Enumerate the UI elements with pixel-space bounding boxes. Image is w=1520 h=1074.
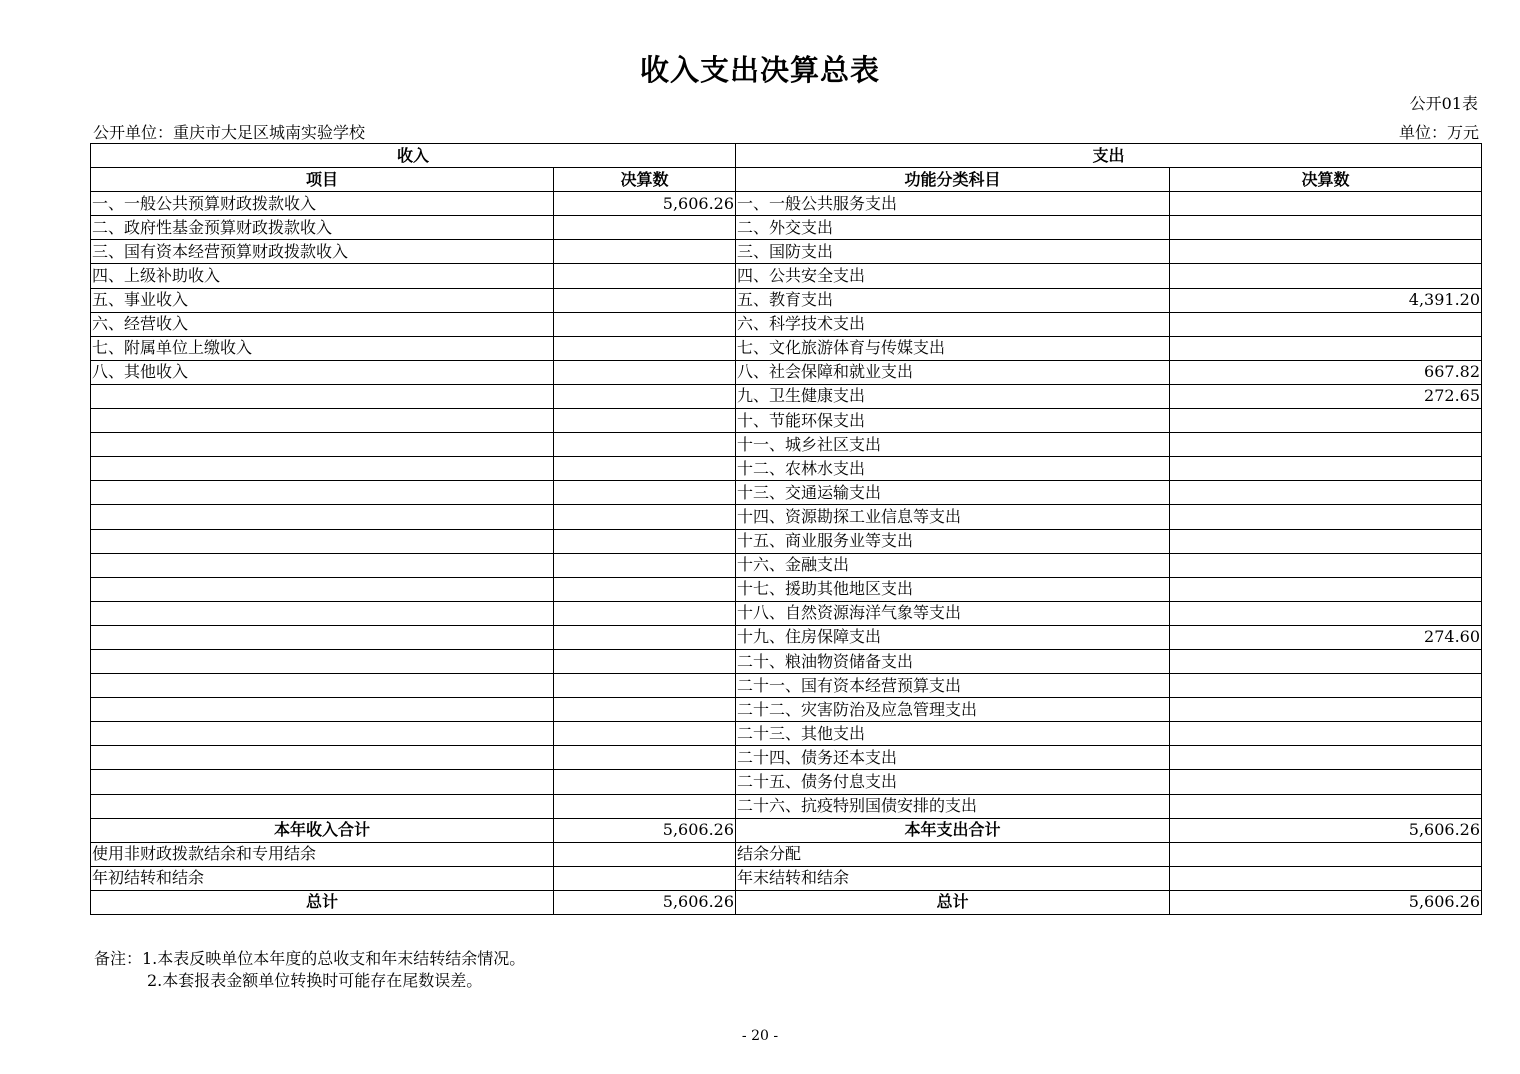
expense-amount-cell: 4,391.20 (1170, 288, 1482, 312)
expense-amount-cell (1170, 312, 1482, 336)
income-amount-cell (554, 722, 736, 746)
income-item-cell (91, 409, 554, 433)
expense-amount-cell (1170, 240, 1482, 264)
expense-category-header: 功能分类科目 (736, 168, 1170, 192)
table-row (91, 505, 1482, 529)
income-item-cell (91, 625, 554, 649)
income-amount-cell (554, 746, 736, 770)
surplus-distribution-amount (1170, 842, 1482, 866)
table-row (91, 481, 1482, 505)
income-item-cell (91, 649, 554, 673)
expense-item-cell: 二十五、债务付息支出 (736, 770, 1170, 794)
income-amount-cell: 5,606.26 (554, 192, 736, 216)
table-row (91, 216, 1482, 240)
income-amount-cell (554, 625, 736, 649)
income-item-cell (91, 553, 554, 577)
expense-item-cell: 五、教育支出 (736, 288, 1170, 312)
expense-amount-cell (1170, 505, 1482, 529)
table-row (91, 529, 1482, 553)
table-row (91, 240, 1482, 264)
expense-amount-cell (1170, 794, 1482, 818)
income-amount-cell (554, 553, 736, 577)
reporting-unit: 公开单位：重庆市大足区城南实验学校 (93, 123, 366, 142)
expense-item-cell: 二十六、抗疫特别国债安排的支出 (736, 794, 1170, 818)
expense-amount-cell: 274.60 (1170, 625, 1482, 649)
income-total-label: 本年收入合计 (91, 818, 554, 842)
expense-item-cell: 七、文化旅游体育与传媒支出 (736, 336, 1170, 360)
income-item-cell (91, 433, 554, 457)
expense-item-cell: 十一、城乡社区支出 (736, 433, 1170, 457)
form-number: 公开01表 (1409, 94, 1478, 113)
income-item-cell (91, 577, 554, 601)
income-amount-cell (554, 698, 736, 722)
table-row (91, 312, 1482, 336)
expense-amount-cell (1170, 216, 1482, 240)
expense-item-cell: 十、节能环保支出 (736, 409, 1170, 433)
income-item-cell (91, 674, 554, 698)
table-row (91, 264, 1482, 288)
table-row (91, 360, 1482, 384)
expense-amount-cell (1170, 601, 1482, 625)
expense-amount-cell (1170, 457, 1482, 481)
income-amount-cell (554, 577, 736, 601)
income-amount-cell (554, 409, 736, 433)
income-item-cell: 六、经营收入 (91, 312, 554, 336)
expense-amount-cell: 272.65 (1170, 384, 1482, 408)
table-row (91, 409, 1482, 433)
expense-item-cell: 十六、金融支出 (736, 553, 1170, 577)
income-item-cell: 二、政府性基金预算财政拨款收入 (91, 216, 554, 240)
end-carryover-amount (1170, 866, 1482, 890)
expense-item-cell: 三、国防支出 (736, 240, 1170, 264)
income-item-cell (91, 770, 554, 794)
grand-income-label: 总计 (91, 890, 554, 914)
expense-amount-cell (1170, 577, 1482, 601)
income-amount-cell (554, 457, 736, 481)
income-amount-cell (554, 481, 736, 505)
income-amount-cell (554, 336, 736, 360)
income-amount-cell (554, 216, 736, 240)
income-item-cell (91, 698, 554, 722)
expense-amount-cell (1170, 409, 1482, 433)
income-amount-cell (554, 649, 736, 673)
income-item-cell (91, 529, 554, 553)
table-row (91, 577, 1482, 601)
end-carryover-label: 年末结转和结余 (736, 866, 1170, 890)
income-item-header: 项目 (91, 168, 554, 192)
expense-amount-cell (1170, 192, 1482, 216)
expense-item-cell: 二十三、其他支出 (736, 722, 1170, 746)
table-row (91, 433, 1482, 457)
income-amount-cell (554, 384, 736, 408)
grand-total-row (91, 890, 1482, 914)
expense-item-cell: 十三、交通运输支出 (736, 481, 1170, 505)
income-amount-cell (554, 529, 736, 553)
nonfiscal-amount (554, 842, 736, 866)
table-row (91, 601, 1482, 625)
grand-income-amount: 5,606.26 (554, 890, 736, 914)
expense-amount-cell (1170, 722, 1482, 746)
income-amount-cell (554, 240, 736, 264)
grand-expense-label: 总计 (736, 890, 1170, 914)
expense-item-cell: 十二、农林水支出 (736, 457, 1170, 481)
expense-item-cell: 二十四、债务还本支出 (736, 746, 1170, 770)
table-row (91, 288, 1482, 312)
expense-item-cell: 二十、粮油物资储备支出 (736, 649, 1170, 673)
table-row (91, 674, 1482, 698)
income-item-cell: 五、事业收入 (91, 288, 554, 312)
header-row-columns (91, 168, 1482, 192)
page-title: 收入支出决算总表 (639, 53, 880, 87)
income-amount-cell (554, 360, 736, 384)
expense-item-cell: 十四、资源勘探工业信息等支出 (736, 505, 1170, 529)
income-item-cell (91, 746, 554, 770)
surplus-distribution-label: 结余分配 (736, 842, 1170, 866)
income-header: 收入 (91, 144, 736, 168)
expense-item-cell: 六、科学技术支出 (736, 312, 1170, 336)
income-amount-cell (554, 601, 736, 625)
income-amount-cell (554, 288, 736, 312)
expense-amount-cell: 667.82 (1170, 360, 1482, 384)
expense-item-cell: 十五、商业服务业等支出 (736, 529, 1170, 553)
income-item-cell: 四、上级补助收入 (91, 264, 554, 288)
nonfiscal-label: 使用非财政拨款结余和专用结余 (91, 842, 554, 866)
note-line-2: 2.本套报表金额单位转换时可能存在尾数误差。 (147, 971, 483, 990)
income-item-cell: 一、一般公共预算财政拨款收入 (91, 192, 554, 216)
income-amount-cell (554, 674, 736, 698)
expense-item-cell: 八、社会保障和就业支出 (736, 360, 1170, 384)
expense-amount-cell (1170, 770, 1482, 794)
grand-expense-amount: 5,606.26 (1170, 890, 1482, 914)
expense-item-cell: 九、卫生健康支出 (736, 384, 1170, 408)
expense-item-cell: 十八、自然资源海洋气象等支出 (736, 601, 1170, 625)
income-amount-cell (554, 770, 736, 794)
notes (94, 948, 525, 992)
income-item-cell (91, 794, 554, 818)
note-line-1: 备注：1.本表反映单位本年度的总收支和年末结转结余情况。 (94, 949, 526, 968)
expense-item-cell: 四、公共安全支出 (736, 264, 1170, 288)
page-number: - 20 - (741, 1028, 779, 1044)
expense-amount-cell (1170, 481, 1482, 505)
income-total-amount: 5,606.26 (554, 818, 736, 842)
table-row (91, 457, 1482, 481)
expense-amount-cell (1170, 698, 1482, 722)
income-item-cell (91, 601, 554, 625)
income-amount-cell (554, 794, 736, 818)
income-item-cell (91, 722, 554, 746)
expense-amount-cell (1170, 674, 1482, 698)
table-row (91, 625, 1482, 649)
expense-amount-cell (1170, 433, 1482, 457)
expense-total-label: 本年支出合计 (736, 818, 1170, 842)
table-row (91, 384, 1482, 408)
income-item-cell (91, 384, 554, 408)
expense-amount-cell (1170, 529, 1482, 553)
expense-header: 支出 (736, 144, 1482, 168)
income-item-cell (91, 457, 554, 481)
expense-amount-cell (1170, 336, 1482, 360)
table-row (91, 770, 1482, 794)
income-amount-cell (554, 312, 736, 336)
income-item-cell (91, 505, 554, 529)
table-row (91, 649, 1482, 673)
expense-amount-header: 决算数 (1170, 168, 1482, 192)
expense-item-cell: 十七、援助其他地区支出 (736, 577, 1170, 601)
expense-total-amount: 5,606.26 (1170, 818, 1482, 842)
expense-amount-cell (1170, 264, 1482, 288)
expense-item-cell: 二、外交支出 (736, 216, 1170, 240)
table-row (91, 746, 1482, 770)
income-amount-cell (554, 433, 736, 457)
expense-item-cell: 二十一、国有资本经营预算支出 (736, 674, 1170, 698)
expense-item-cell: 一、一般公共服务支出 (736, 192, 1170, 216)
begin-carryover-amount (554, 866, 736, 890)
header-row-group (91, 144, 1482, 168)
begin-carryover-label: 年初结转和结余 (91, 866, 554, 890)
table-row (91, 722, 1482, 746)
expense-item-cell: 二十二、灾害防治及应急管理支出 (736, 698, 1170, 722)
expense-amount-cell (1170, 746, 1482, 770)
income-item-cell: 三、国有资本经营预算财政拨款收入 (91, 240, 554, 264)
annual-total-row (91, 818, 1482, 842)
table-row (91, 192, 1482, 216)
budget-table (90, 143, 1482, 915)
carryover-row (91, 866, 1482, 890)
currency-unit: 单位：万元 (1398, 123, 1479, 142)
income-item-cell: 八、其他收入 (91, 360, 554, 384)
expense-item-cell: 十九、住房保障支出 (736, 625, 1170, 649)
table-row (91, 794, 1482, 818)
income-item-cell (91, 481, 554, 505)
nonfiscal-row (91, 842, 1482, 866)
table-row (91, 336, 1482, 360)
income-item-cell: 七、附属单位上缴收入 (91, 336, 554, 360)
expense-amount-cell (1170, 553, 1482, 577)
table-row (91, 698, 1482, 722)
expense-amount-cell (1170, 649, 1482, 673)
table-row (91, 553, 1482, 577)
income-amount-cell (554, 505, 736, 529)
income-amount-cell (554, 264, 736, 288)
income-amount-header: 决算数 (554, 168, 736, 192)
